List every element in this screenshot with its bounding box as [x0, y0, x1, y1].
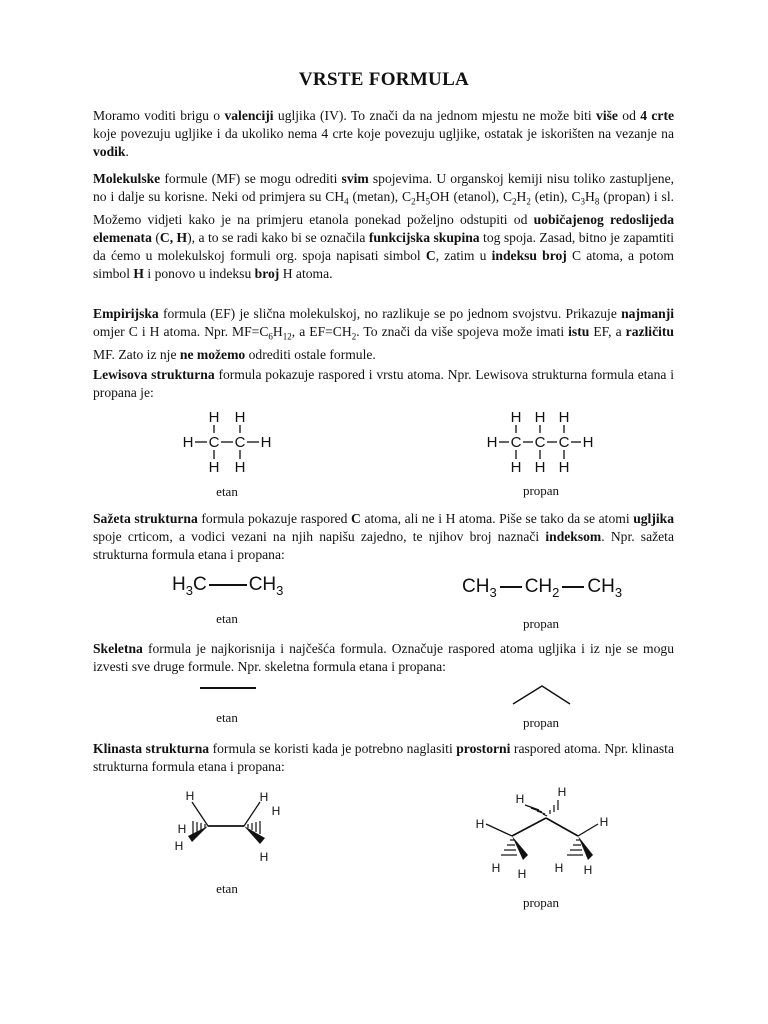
caption-skeletal-propane: propan: [522, 715, 560, 730]
page-title: VRSTE FORMULA: [298, 69, 470, 90]
atom-c: C: [234, 434, 246, 451]
condensed-propane-formula: $CH_3$ $CH_2$ $CH_3$: [462, 576, 623, 600]
atom-h: H: [582, 434, 594, 451]
lewis-ethane-structure: [176, 406, 276, 476]
atom-h: H: [234, 409, 246, 426]
atom-h: H: [185, 789, 195, 803]
atom-h: H: [174, 839, 184, 853]
atom-h: H: [259, 850, 269, 864]
atom-h: H: [271, 804, 281, 818]
paragraph-wedge-formula: Klinasta strukturna formula se koristi kada je potrebno naglasiti prostorni raspored atoma. Npr. klinasta strukturna formula etana i propana:: [93, 741, 674, 774]
caption-skeletal-ethane: etan: [216, 710, 238, 725]
skeletal-propane-structure: [510, 682, 574, 708]
atom-h: H: [182, 434, 194, 451]
atom-h: H: [557, 785, 567, 799]
condensed-ethane-formula: $H_3C$ $CH_3$: [172, 574, 284, 598]
paragraph-valence: Moramo voditi brigu o valenciji ugljika (IV). To znači da na jednom mjestu ne može biti više od 4 crte koje povezuju ugljike i da ukoliko nema 4 crte koje povezuju ugljike, ostatak je iskorišten na vezanje na vodik.: [93, 108, 675, 159]
atom-h: H: [208, 459, 220, 476]
paragraph-skeletal-formula: Skeletna formula je najkorisnija i najčešća formula. Označuje raspored atoma ugljika i iz nje se mogu izvesti sve druge formule. Npr. skeletna formula etana i propana:: [93, 641, 674, 674]
bond-line: [562, 586, 584, 588]
skeletal-ethane-structure: [198, 682, 260, 694]
atom-h: H: [259, 790, 269, 804]
caption-wedge-ethane: etan: [216, 881, 238, 896]
caption-wedge-propane: propan: [522, 895, 560, 910]
bond-line: [500, 586, 522, 588]
caption-condensed-propane: propan: [522, 616, 560, 631]
caption-lewis-propane: propan: [522, 483, 560, 498]
atom-h: H: [260, 434, 272, 451]
paragraph-molecular-formula: Molekulske formule (MF) se mogu odrediti svim spojevima. U organskoj kemiji nisu toliko zastupljene, no i dalje su korisne. Neki od primjera su $CH_4$ (metan), $C_2H_5OH$ (etanol), $C_2H_2$ (etin), $C_3H_8$ (propan) i sl. Možemo vidjeti kako je na primjeru etanola ponekad poželjno odstupiti od uobičajenog redoslijeda elemenata (C, H), a to se radi kako bi se označila funkcijska skupina tog spoja. Zasad, bitno je zapamtiti da ćemo u molekulskoj formuli org. spoja napisati simbol C, zatim u indeksu broj C atoma, a potom simbol H i ponovo u indeksu broj H atoma.: [93, 171, 675, 281]
wedge-ethane-structure: [168, 786, 286, 870]
atom-h: H: [510, 459, 522, 476]
lewis-propane-structure: [482, 406, 602, 476]
bond-line: [209, 584, 247, 586]
atom-h: H: [534, 409, 546, 426]
caption-lewis-ethane: etan: [216, 484, 238, 499]
atom-c: C: [558, 434, 570, 451]
atom-h: H: [491, 861, 501, 875]
wedge-propane-structure: [470, 784, 616, 886]
atom-h: H: [558, 409, 570, 426]
atom-h: H: [558, 459, 570, 476]
atom-h: H: [510, 409, 522, 426]
atom-h: H: [177, 822, 187, 836]
paragraph-condensed-formula: Sažeta strukturna formula pokazuje raspored C atoma, ali ne i H atoma. Piše se tako da se atomi ugljika spoje crticom, a vodici vezani na njih napišu zajedno, te njihov broj naznači indeksom. Npr. sažeta strukturna formula etana i propana:: [93, 511, 674, 562]
paragraph-empirical-formula: Empirijska formula (EF) je slična molekulskoj, no razlikuje se po jednom svojstvu. Prikazuje najmanji omjer C i H atoma. Npr. $MF=C_6H_{12}$, a $EF=CH_2$. To znači da više spojeva može imati istu EF, a različitu MF. Zato iz nje ne možemo odrediti ostale formule.: [93, 306, 674, 362]
atom-h: H: [234, 459, 246, 476]
atom-h: H: [208, 409, 220, 426]
atom-c: C: [534, 434, 546, 451]
atom-h: H: [534, 459, 546, 476]
atom-h: H: [554, 861, 564, 875]
atom-h: H: [475, 817, 485, 831]
atom-h: H: [583, 863, 593, 877]
atom-h: H: [599, 815, 609, 829]
paragraph-lewis-formula: Lewisova strukturna formula pokazuje raspored i vrstu atoma. Npr. Lewisova strukturna formula etana i propana je:: [93, 367, 674, 400]
caption-condensed-ethane: etan: [216, 611, 238, 626]
atom-h: H: [515, 792, 525, 806]
atom-h: H: [486, 434, 498, 451]
atom-c: C: [208, 434, 220, 451]
atom-c: C: [510, 434, 522, 451]
atom-h: H: [517, 867, 527, 881]
